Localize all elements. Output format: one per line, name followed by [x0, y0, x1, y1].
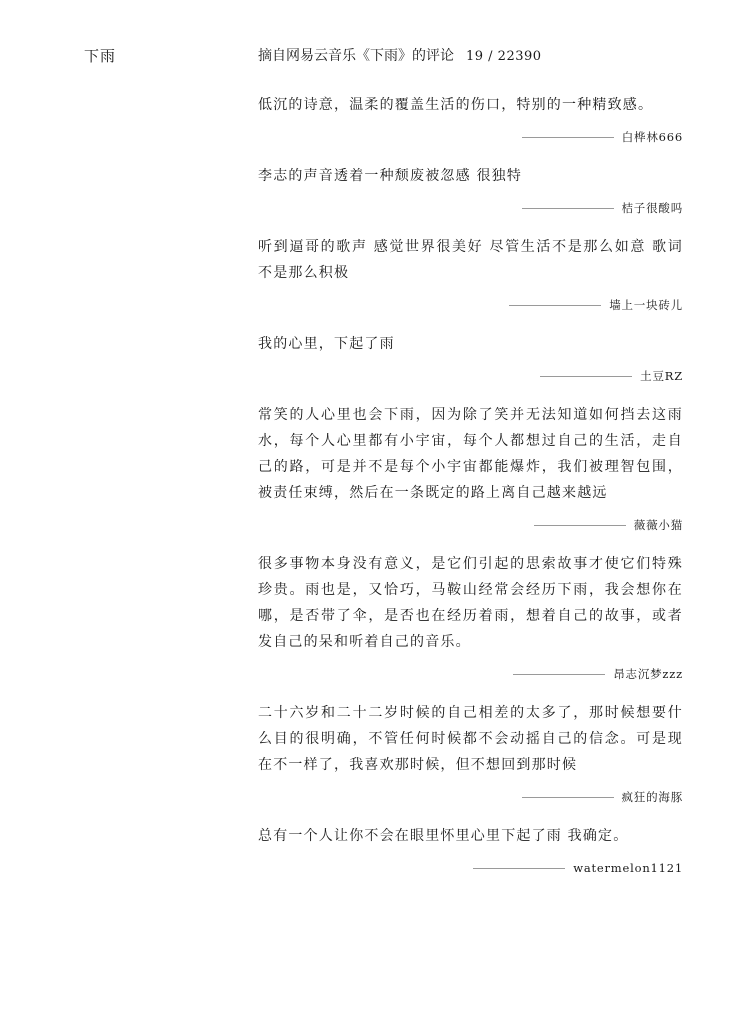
comment-attribution — [258, 367, 683, 385]
comment-item — [258, 823, 683, 877]
comment-attribution — [258, 859, 683, 877]
comment-list — [258, 92, 683, 894]
attribution-rule — [522, 208, 614, 209]
comment-text: 李志的声音透着一种颓废被忽感 很独特 — [258, 168, 523, 184]
comment-item — [258, 551, 683, 683]
comment-attribution — [258, 199, 683, 217]
comment-item — [258, 700, 683, 806]
attribution-rule — [540, 376, 632, 377]
attribution-rule — [522, 797, 614, 798]
attribution-rule — [513, 674, 605, 675]
comment-author: 昂志沉梦zzz — [613, 667, 683, 681]
comment-author: 桔子很酸吗 — [621, 201, 683, 215]
comment-item — [258, 92, 683, 146]
source-label: 摘自网易云音乐《下雨》的评论 — [258, 48, 454, 64]
comment-author: 薇薇小猫 — [633, 518, 683, 532]
comment-text: 我的心里，下起了雨 — [258, 336, 395, 352]
comment-author: 疯狂的海豚 — [621, 790, 683, 804]
comment-text: 常笑的人心里也会下雨，因为除了笑并无法知道如何挡去这雨水，每个人心里都有小宇宙，每个人都想过自己的生活，走自己的路，可是并不是每个小宇宙都能爆炸，我们被理智包围，被责任束缚，然后在一条既定的路上离自己越来越远 — [258, 407, 683, 501]
comment-author: 墙上一块砖儿 — [609, 298, 683, 312]
comment-text: 听到逼哥的歌声 感觉世界很美好 尽管生活不是那么如意 歌词不是那么积极 — [258, 239, 683, 281]
comment-author: 白桦林666 — [621, 130, 683, 144]
comment-item — [258, 234, 683, 314]
comment-text: 低沉的诗意，温柔的覆盖生活的伤口，特别的一种精致感。 — [258, 97, 654, 113]
comment-attribution — [258, 665, 683, 683]
comment-counter: 19 / 22390 — [466, 49, 542, 64]
comment-item — [258, 331, 683, 385]
comment-attribution — [258, 128, 683, 146]
comment-text: 总有一个人让你不会在眼里怀里心里下起了雨 我确定。 — [258, 828, 629, 844]
comment-author: 土豆RZ — [640, 369, 683, 383]
comment-item — [258, 163, 683, 217]
comment-attribution — [258, 296, 683, 314]
comment-author: watermelon1121 — [573, 861, 683, 875]
page-title: 下雨 — [84, 47, 117, 65]
header — [258, 45, 542, 65]
attribution-rule — [534, 525, 626, 526]
comment-attribution — [258, 516, 683, 534]
comment-text: 二十六岁和二十二岁时候的自己相差的太多了，那时候想要什么目的很明确，不管任何时候都不会动摇自己的信念。可是现在不一样了，我喜欢那时候，但不想回到那时候 — [258, 705, 683, 773]
comment-item — [258, 402, 683, 534]
comment-text: 很多事物本身没有意义，是它们引起的思索故事才使它们特殊珍贵。雨也是，又恰巧，马鞍山经常会经历下雨，我会想你在哪，是否带了伞，是否也在经历着雨，想着自己的故事，或者发自己的呆和听着自己的音乐。 — [258, 556, 683, 650]
attribution-rule — [522, 137, 614, 138]
attribution-rule — [509, 305, 601, 306]
comment-attribution — [258, 788, 683, 806]
attribution-rule — [473, 868, 565, 869]
